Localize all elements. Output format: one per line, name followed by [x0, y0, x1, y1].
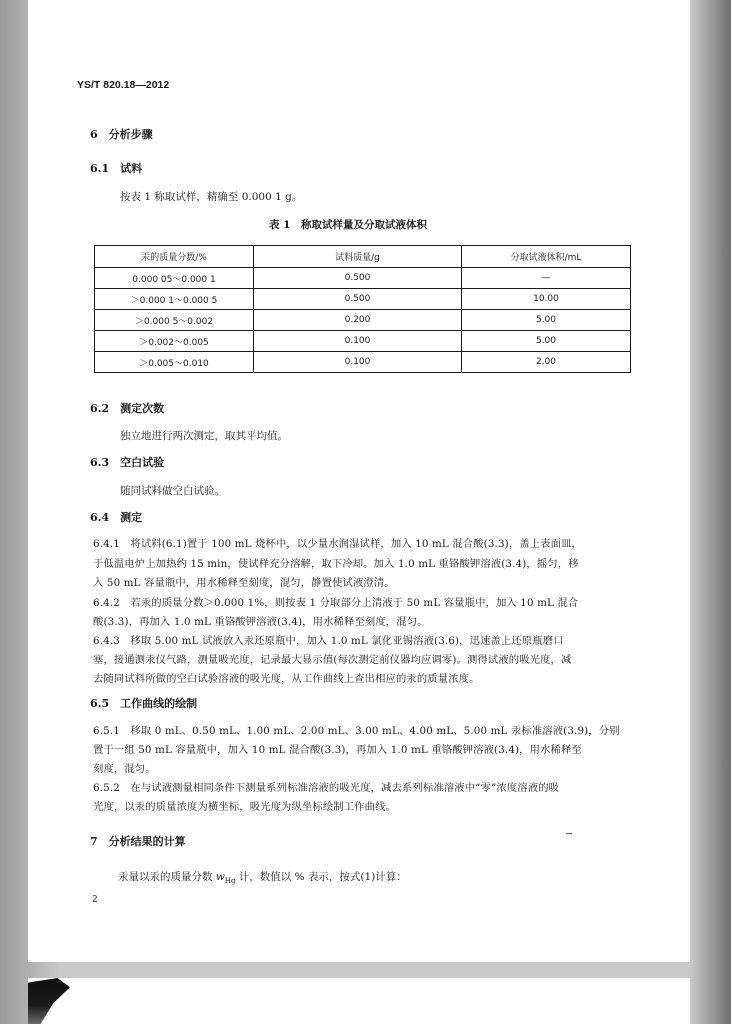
- table-header-row: [95, 246, 631, 268]
- para-6-5-1-line: 置于一组 50 mL 容量瓶中，加入 10 mL 混合酸(3.3)，再加入 1.0 mL 重铬酸钾溶液(3.4)，用水稀释至: [93, 744, 582, 756]
- cell-mass: 0.100: [254, 352, 462, 373]
- page-number: 2: [92, 895, 98, 905]
- cell-mass: 0.500: [254, 268, 462, 289]
- para-6-4-1-line: 于低温电炉上加热约 15 min，使试样充分溶解，取下冷却。加入 1.0 mL 重铬酸钾溶液(3.4)，摇匀，移: [93, 558, 579, 570]
- cell-fraction: ＞0.005～0.010: [95, 352, 254, 373]
- scan-shadow: [28, 978, 70, 1024]
- para-6-4-2-line: 酸(3.3)，再加入 1.0 mL 重铬酸钾溶液(3.4)，用水稀释至刻度，混匀。: [93, 616, 428, 628]
- section-6-2-text: 独立地进行两次测定，取其平均值。: [120, 430, 288, 442]
- section-7-text-post: 计，数值以 % 表示，按式(1)计算：: [235, 871, 407, 883]
- section-6-title: 6 分析步骤: [90, 128, 153, 141]
- cell-mass: 0.100: [254, 331, 462, 352]
- section-6-3-title: 6.3 空白试验: [90, 456, 165, 469]
- para-6-5-1-line: 6.5.1 移取 0 mL、0.50 mL、1.00 mL、2.00 mL、3.00 mL、4.00 mL、5.00 mL 汞标准溶液(3.9)，分别: [93, 725, 620, 737]
- cell-mass: 0.500: [254, 289, 462, 310]
- para-6-4-2-line: 6.4.2 若汞的质量分数＞0.000 1%，则按表 1 分取部分上清液于 50 mL 容量瓶中，加入 10 mL 混合: [93, 597, 579, 609]
- section-7-title: 7 分析结果的计算: [90, 835, 186, 848]
- cell-volume: 10.00: [462, 289, 631, 310]
- cell-volume: 5.00: [462, 331, 631, 352]
- section-6-1-title: 6.1 试料: [90, 162, 143, 175]
- para-6-5-2-line: 光度，以汞的质量浓度为横坐标，吸光度为纵坐标绘制工作曲线。: [93, 801, 396, 813]
- para-6-4-3-line: 6.4.3 移取 5.00 mL 试液放入汞还原瓶中，加入 1.0 mL 氯化亚锡溶液(3.6)，迅速盖上还原瓶磨口: [93, 635, 564, 647]
- section-7-text: [118, 870, 407, 888]
- cell-volume: —: [462, 268, 631, 289]
- scan-mark: [566, 833, 572, 834]
- para-6-4-1-line: 入 50 mL 容量瓶中，用水稀释至刻度，混匀，静置使试液澄清。: [93, 577, 395, 589]
- cell-fraction: 0.000 05～0.000 1: [95, 268, 254, 289]
- mass-fraction-symbol: w: [215, 871, 225, 883]
- para-6-5-2-line: 6.5.2 在与试液测量相同条件下测量系列标准溶液的吸光度，减去系列标准溶液中“零”浓度溶液的吸: [93, 782, 560, 794]
- table-row: [95, 289, 631, 310]
- cell-fraction: ＞0.002～0.005: [95, 331, 254, 352]
- para-6-4-3-line: 塞，接通测汞仪气路，测量吸光度，记录最大显示值(每次测定前仪器均应调零)。测得试液的吸光度，减: [93, 654, 572, 666]
- table-row: [95, 331, 631, 352]
- cell-fraction: ＞0.000 5～0.002: [95, 310, 254, 331]
- para-6-4-1-line: 6.4.1 将试料(6.1)置于 100 mL 烧杯中，以少量水润湿试样，加入 10 mL 混合酸(3.3)，盖上表面皿，: [93, 538, 582, 550]
- header-mercury-fraction: 汞的质量分数/%: [95, 246, 254, 268]
- document-page: [28, 0, 690, 962]
- table-row: [95, 310, 631, 331]
- cell-fraction: ＞0.000 1～0.000 5: [95, 289, 254, 310]
- section-6-4-title: 6.4 测定: [90, 511, 143, 524]
- section-6-2-title: 6.2 测定次数: [90, 402, 165, 415]
- cell-volume: 5.00: [462, 310, 631, 331]
- para-6-4-3-line: 去随同试料所做的空白试验溶液的吸光度，从工作曲线上查出相应的汞的质量浓度。: [93, 673, 480, 685]
- section-7-text-pre: 汞量以汞的质量分数: [118, 871, 216, 883]
- para-6-5-1-line: 刻度，混匀。: [93, 763, 156, 775]
- header-sample-mass: 试料质量/g: [254, 246, 462, 268]
- cell-mass: 0.200: [254, 310, 462, 331]
- cell-volume: 2.00: [462, 352, 631, 373]
- next-page-edge: [28, 978, 690, 1024]
- mass-fraction-subscript: Hg: [224, 877, 236, 886]
- table-row: [95, 268, 631, 289]
- table-caption: 表 1 称取试样量及分取试液体积: [269, 219, 427, 231]
- sample-table: [94, 245, 631, 373]
- section-6-1-text: 按表 1 称取试样，精确至 0.000 1 g。: [120, 191, 303, 203]
- header-aliquot-volume: 分取试液体积/mL: [462, 246, 631, 268]
- section-6-5-title: 6.5 工作曲线的绘制: [90, 697, 198, 710]
- section-6-3-text: 随同试料做空白试验。: [120, 485, 225, 497]
- standard-id: YS/T 820.18—2012: [77, 79, 170, 91]
- table-row: [95, 352, 631, 373]
